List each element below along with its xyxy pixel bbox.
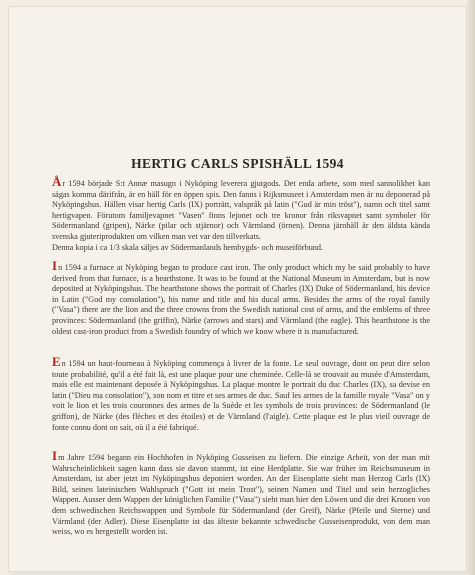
english-body-text: n 1594 a furnace at Nyköping began to produce cast iron. The only product which my be said probably to have derived from that furnace, is a hearthstone. It was to be found at the National Museum in Amsterdam, but is now deposited at Nyköpingshus. The hearthstone shows the portrait of Charles (IX) Duke of Södermanland, his device in Latin ("God my consolation"), his name and title and his ducal arms. Besides the arms of the royal family ("Vasa") there are the lion and the three crowns from the Swedish national cost of arms, and the emblems of three provinces: Södermanland (the griffin), Närke (arrows and stars) and Värmland (the eagle). This hearthstone is the oldest cast-iron product from a Swedish foundry of which we know where it is manufactured. <box>52 263 430 336</box>
swedish-body-text: r 1594 började S:t Annæ masugn i Nyköping leverera gjutgods. Det enda arbete, som med sannolikhet kan sägas komma därifrån, är en häll för en öppen spis. Den fanns i Rijksmuseet i Amsterdam men är nu deponerad på Nyköpingshus. Hällen visar hertig Carls (IX) porträtt, valspråk på latin ("Gud är min tröst"), namn och titel samt hertigvapen. Förutom familjevapnet "Vasen" finns lejonet och tre kronor från riksvapnet samt symboler för Södermanland (gripen), Närke (pilar och stjärnor) och Värmland (örnen). Denna järnhäll är den äldsta kända svenska gjuteriprodukten om vilken man vet var den tillverkats. <box>52 179 430 241</box>
english-paragraph <box>52 258 430 337</box>
document-page <box>8 6 467 572</box>
english-section <box>52 258 430 337</box>
drop-cap-initial: Å <box>52 174 62 189</box>
document-title: HERTIG CARLS SPISHÄLL 1594 <box>131 156 344 171</box>
swedish-note-text: Denna kopia i ca 1/3 skala säljes av Södermanlands hembygds- och museiförbund. <box>52 242 324 252</box>
german-body-text: m Jahre 1594 begann ein Hochhofen in Nyköping Gusseisen zu liefern. Die einzige Arbeit, von der man mit Wahrscheinlichkeit sagen kann dass sie davon stammt, ist eine Herdplatte. Sie war früher im Reichsmuseum in Amsterdam, ist aber jetzt im Nyköpingshus deponiert worden. An der Eisenplatte sieht man Herzog Carls (IX) Bild, seinen lateinischen Wahlspruch ("Gott ist mein Trost"), seinen Namen und Titel und sein herzogliches Wappen. Ausser dem Wappen der königlichen Familie ("Vasa") sieht man hier den Löwen und die drei Kronen von dem schwedischen Reichswappen und Symbole für Södermanland (der Greif), Närke (Pfeile und Sterne) und Värmland (der Adler). Diese Eisenplatte ist das älteste bekannte schwedische Gusseisenprodukt, von dem man weiss, wo es hergestellt worden ist. <box>52 453 430 537</box>
swedish-section <box>52 174 430 253</box>
paper-edge <box>467 0 475 575</box>
swedish-paragraph <box>52 174 430 243</box>
german-paragraph <box>52 448 430 538</box>
drop-cap-initial: I <box>52 258 58 273</box>
drop-cap-initial: I <box>52 448 58 463</box>
german-section <box>52 448 430 538</box>
french-paragraph <box>52 354 430 433</box>
swedish-note-paragraph <box>52 243 430 254</box>
french-section <box>52 354 430 433</box>
french-body-text: n 1594 un haut-fourneau à Nyköping commença à livrer de la fonte. Le seul ouvrage, dont on peut dire selon toute probabilité, qu'il a été fait là, est une plaque pour une cheminée. Celle-là se trouvait au musée d'Amsterdam, mais elle est maintenant deposée à Nyköpingshus. La plaque montre le portrait du duc Charles (IX), sa devise en latin ("Dieu ma consolation"), son nom et titre et ses armes de duc. Sauf les armes de la famille royale "Vasa" on y voit le lion et les trois couronnes des armes de la Suède et les symbols de trois provinces: de Södermanland (le griffon), de Närke (des flèches et des étoiles) et de Värmland (l'aigle). Cette plaque est le plus vieil ouvrage de fonte connu dont on sait, où il a été fabriqué. <box>52 359 430 432</box>
drop-cap-initial: E <box>52 354 61 369</box>
